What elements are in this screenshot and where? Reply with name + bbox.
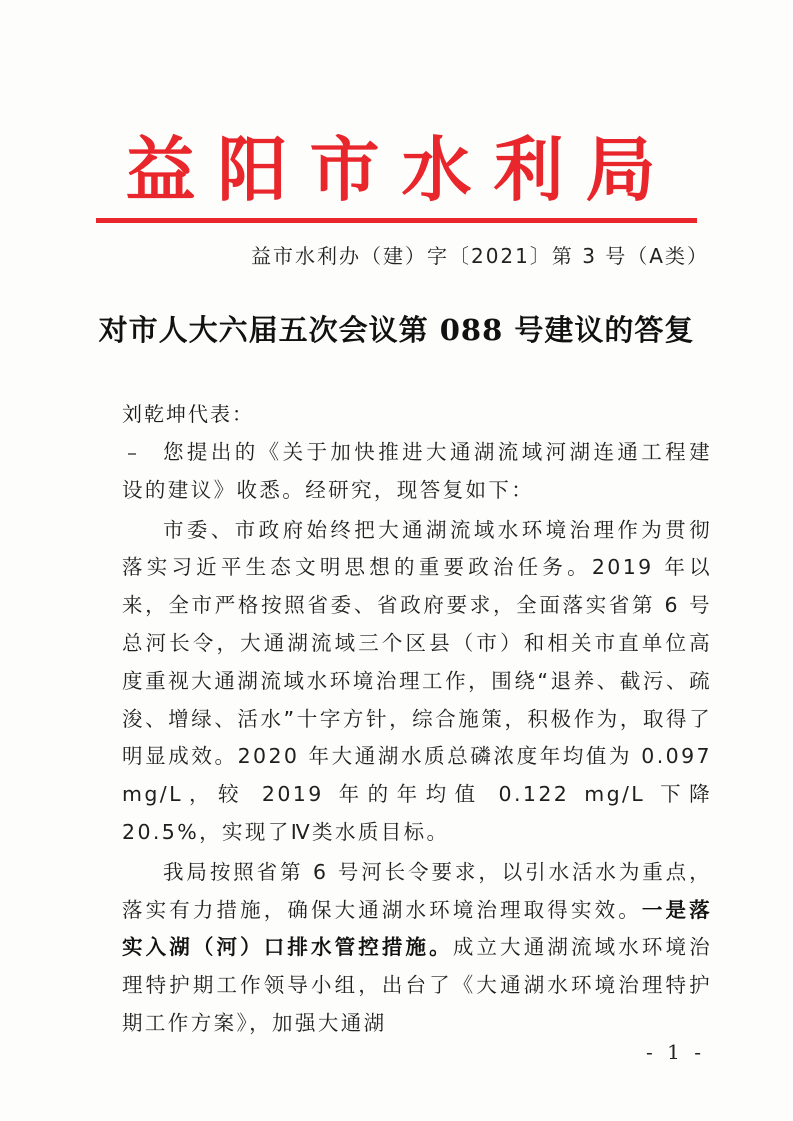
body-text	[122, 434, 712, 1045]
masthead-org-name: 益阳市水利局	[125, 128, 678, 211]
paragraph-3	[122, 854, 712, 1043]
document-number: 益市水利办（建）字〔2021〕第 3 号（A类）	[250, 244, 709, 268]
page-number: - 1 -	[646, 1040, 705, 1064]
paragraph-3-end: 成立大通湖流域水环境治理特护期工作领导小组，出台了《大通湖水环境治理特护期工作方案》，加强大通湖	[122, 935, 712, 1035]
salutation: 刘乾坤代表：	[122, 402, 254, 426]
paragraph-1: 您提出的《关于加快推进大通湖流域河湖连通工程建设的建议》收悉。经研究，现答复如下：	[122, 440, 712, 502]
paragraph-3-start: 我局按照省第 6 号河长令要求，以引水活水为重点，落实有力措施，确保大通湖水环境治理取得实效。	[122, 859, 712, 922]
document-title: 对市人大六届五次会议第 088 号建议的答复	[98, 313, 695, 347]
paragraph-3-bold-heading: 一是落实入湖（河）口排水管控措施。	[122, 897, 712, 960]
paragraph-2: 市委、市政府始终把大通湖流域水环境治理作为贯彻落实习近平生态文明思想的重要政治任务。2019 年以来，全市严格按照省委、省政府要求，全面落实省第 6 号总河长令，大通湖流域三个区县（市）和相关市直单位高度重视大通湖流域水环境治理工作，围绕“退养、截污、疏浚、增绿、活水”十字方针，综合施策，积极作为，取得了明显成效。2020 年大通湖水质总磷浓度年均值为 0.097 mg/L，较 2019 年的年均值 0.122 mg/L 下降 20.5%，实现了Ⅳ类水质目标。	[122, 517, 712, 844]
masthead-red-rule	[96, 218, 697, 223]
